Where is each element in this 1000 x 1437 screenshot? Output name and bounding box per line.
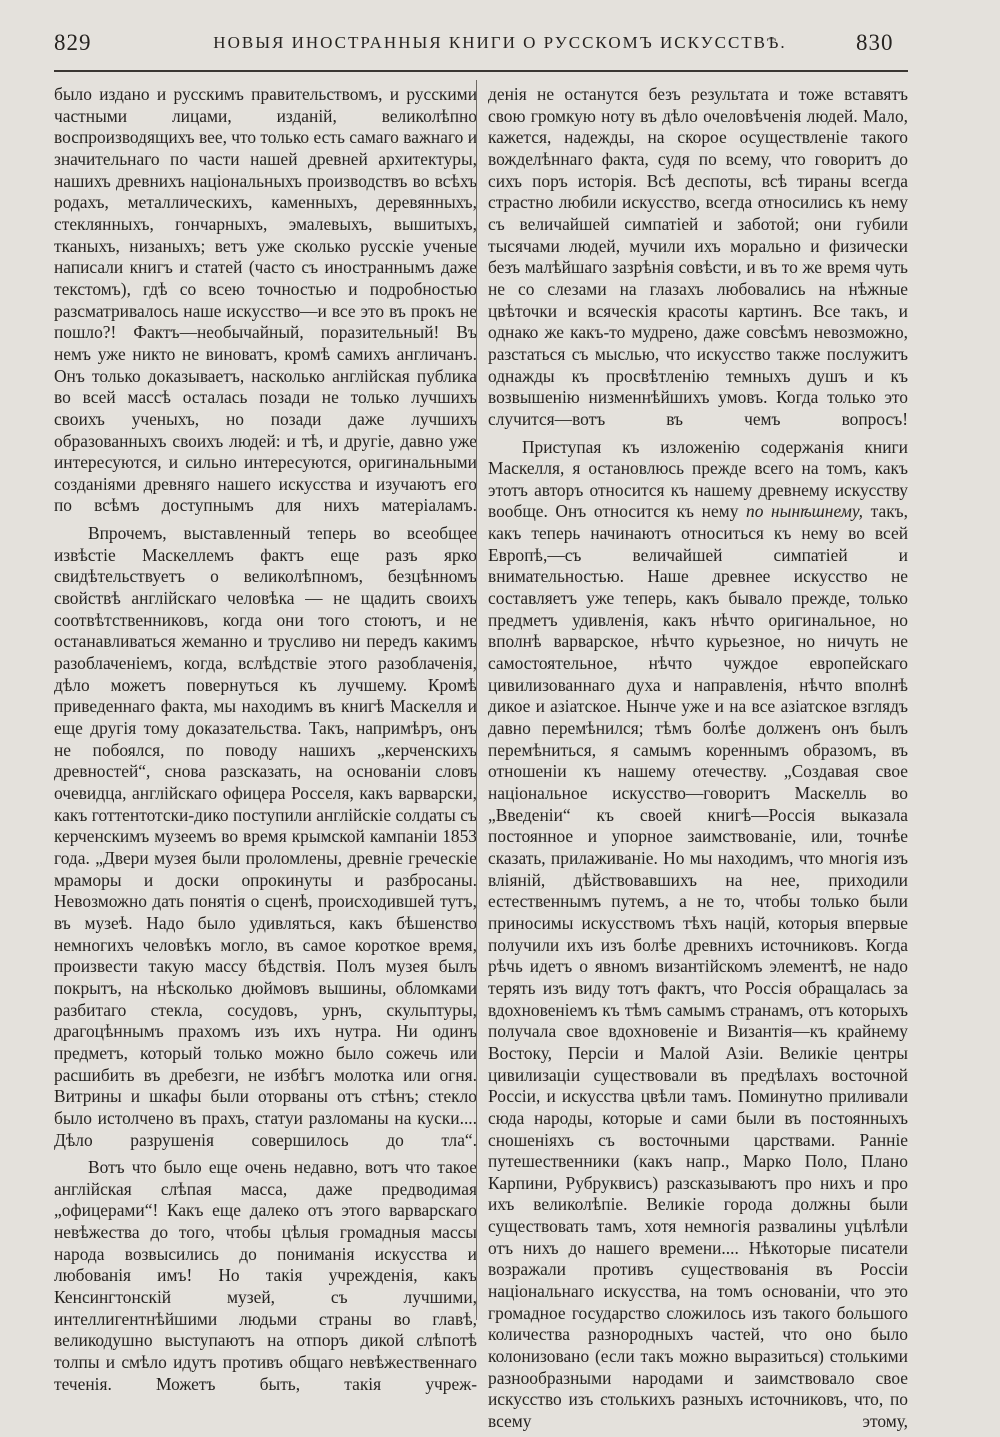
right-paragraph-2-rest: такъ, какъ теперь начинаютъ относиться къ нему во всей Европѣ,—съ величайшей симпатіей и внимательностью. Наше древнее искусство не составляетъ уже теперь, какъ бывало прежде, только предметъ удивленія, какъ нѣчто оригинальное, но вполнѣ варварское, нѣчто курьезное, но ничуть не самостоятельное, нѣчто чуждое европейскаго цивилизованнаго духа и направленія, нѣчто вполнѣ дикое и азіатское. Нынче уже и на все азіатское взглядъ давно перемѣнился; тѣмъ болѣе долженъ онъ былъ перемѣниться, я самымъ кореннымъ образомъ, въ отношеніи къ нашему отечеству. „Создавая свое національное искусство—говоритъ Маскелль во „Введеніи“ къ своей книгѣ—Россія выказала постоянное и упорное заимствованіе, или, точнѣе сказать, прилаживаніе. Но мы находимъ, что многія изъ вліяній, дѣйствовавшихъ на нее, приходили естественнымъ путемъ, а не то, чтобы только были приносимы искусствомъ тѣхъ націй, которыя впервые получили ихъ изъ болѣе древнихъ источниковъ. Когда рѣчь идетъ о явномъ византійскомъ элементѣ, не надо терять изъ виду тотъ фактъ, что Россія обращалась за вдохновеніемъ къ тѣмъ самымъ странамъ, отъ которыхъ получала свое вдохновеніе и Византія—къ крайнему Востоку, Персіи и Малой Азіи. Великіе центры цивилизаціи существовали въ предѣлахъ восточной Россіи, и искусства цвѣли тамъ. Поминутно приливали сюда народы, которые и сами были въ постоянныхъ сношеніяхъ съ восточными царствами. Ранніе путешественники (какъ напр., Марко Поло, Плано Карпини, Рубруквисъ) разсказываютъ про нихъ и про ихъ великолѣпіе. Великіе города должны были существовать тамъ, хотя немногія развалины уцѣлѣли отъ нихъ до нашего времени.... Нѣкоторые писатели возражали противъ существованія въ Россіи національнаго искусства, на томъ основаніи, что это громадное государство сложилось изъ такого большого количества разнородныхъ частей, что оно было колонизовано (если такъ можно выразиться) столькими разнообразными народами и заимствовало свое искусство изъ столькихъ разныхъ источниковъ, что, по всему этому, [488,501,908,1432]
right-paragraph-1: денія не останутся безъ результата и тоже вставятъ свою громкую ноту въ дѣло очеловѣченія людей. Мало, кажется, надежды, на скорое осуществленіе такого вожделѣннаго факта, судя по всему, что говоритъ до сихъ поръ исторія. Всѣ деспоты, всѣ тираны всегда страстно любили искусство, всегда относились къ нему съ величайшей симпатіей и заботой; они губили тысячами людей, мучили ихъ морально и физически безъ малѣйшаго зазрѣнія совѣсти, и въ то же время чуть не со слезами на глазахъ любовались на нѣжные цвѣточки и всяческія красоты картинъ. Все такъ, и однако же какъ-то мудрено, даже совсѣмъ невозможно, разстаться съ мыслью, что искусство также послужитъ однажды къ просвѣтленію темныхъ душъ и къ возвышенію низменнѣйшихъ умовъ. Когда только это случится—вотъ въ чемъ вопросъ! [488,84,908,429]
left-paragraph-3: Вотъ что было еще очень недавно, вотъ что такое англійская слѣпая масса, даже предводимая „офицерами“! Какъ еще далеко отъ этого варварскаго невѣжества до того, чтобы цѣлыя громадныя массы народа возвысились до пониманія искусства и любованія имъ! Но такія учрежденія, какъ Кенсингтонскій музей, съ лучшими, интеллигентнѣйшими людьми страны во главѣ, великодушно выступаютъ на отпоръ дикой слѣпотѣ толпы и смѣло идутъ противъ общаго невѣжественнаго теченія. Можетъ быть, такія учреж- [54,1157,477,1394]
right-column [488,84,908,1433]
header-rule [54,70,908,72]
right-paragraph-2-start: Приступая къ изложенію содержанія книги Маскелля, я остановлюсь прежде всего на томъ, какъ этотъ авторъ относится къ нашему древнему искусству вообще. Онъ относится къ нему [488,436,908,522]
page-number-right: 830 [856,30,894,55]
right-paragraph-2 [488,437,908,1433]
column-divider [476,80,477,1320]
left-paragraph-2: Впрочемъ, выставленный теперь во всеобщее извѣстіе Маскеллемъ фактъ еще разъ ярко свидѣтельствуетъ о великолѣпномъ, безцѣнномъ свойствѣ англійскаго человѣка — не щадить своихъ соотвѣтственниковъ, когда они того стоютъ, и не останавливаться жеманно и трусливо ни передъ какимъ разоблаченіемъ, когда, вслѣдствіе этого разоблаченія, дѣло можетъ повернуться къ лучшему. Кромѣ приведеннаго факта, мы находимъ въ книгѣ Маскелля и еще другія тому доказательства. Такъ, напримѣръ, онъ не побоялся, по поводу нашихъ „керченскихъ древностей“, снова разсказать, на основаніи словъ очевидца, англійскаго офицера Росселя, какъ варварски, какъ готтентотски-дико поступили англійскіе солдаты съ керченскимъ музеемъ во время крымской кампаніи 1853 года. „Двери музея были проломлены, древніе греческіе мраморы и доски опрокинуты и разбросаны. Невозможно дать понятія о сценѣ, происходившей тутъ, въ музеѣ. Надо было удивляться, какъ бѣшенство немногихъ человѣкъ могло, въ самое короткое время, произвести такую массу бѣдствія. Полъ музея былъ покрытъ, на нѣсколько дюймовъ вышины, обломками разбитаго стекла, сосудовъ, урнъ, скульптуры, драгоцѣннымъ прахомъ изъ ихъ нутра. Ни одинъ предметъ, который только можно было сожечь или расшибить въ дребезги, не избѣгъ молотка или огня. Витрины и шкафы были оторваны отъ стѣнъ; стекло было истолчено въ прахъ, статуи разломаны на куски.... Дѣло разрушенія совершилось до тла“. [54,523,477,1150]
left-column [54,84,477,1395]
running-title: НОВЫЯ ИНОСТРАННЫЯ КНИГИ О РУССКОМЪ ИСКУССТВѢ. [213,33,787,52]
left-paragraph-1: было издано и русскимъ правительствомъ, и русскими частными лицами, изданій, великолѣпно воспроизводящихъ вее, что только есть самаго важнаго и значительнаго по части нашей древней архитектуры, нашихъ древнихъ національныхъ производствъ во всѣхъ родахъ, металлическихъ, каменныхъ, деревянныхъ, стеклянныхъ, гончарныхъ, эмалевыхъ, вышитыхъ, тканыхъ, низаныхъ; ветъ уже сколько русскіе ученые написали книгъ и статей (часто съ иностраннымъ даже текстомъ), гдѣ со всею точностью и подробностью разсматривалось наше искусство—и все это въ прокъ не пошло?! Фактъ—необычайный, поразительный! Въ немъ уже никто не виноватъ, кромѣ самихъ англичанъ. Онъ только доказываетъ, насколько англійская публика во всей массѣ осталась позади не только лучшихъ своихъ ученыхъ, но позади даже лучшихъ образованныхъ своихъ людей: и тѣ, и другіе, давно уже интересуются, и сильно интересуются, оригинальными созданіями древняго нашего искусства и изучаютъ его по всѣмъ доступнымъ для нихъ матеріаламъ. [54,84,478,516]
italic-phrase: по нынѣшнему, [746,501,864,522]
page-number-left: 829 [54,30,92,55]
